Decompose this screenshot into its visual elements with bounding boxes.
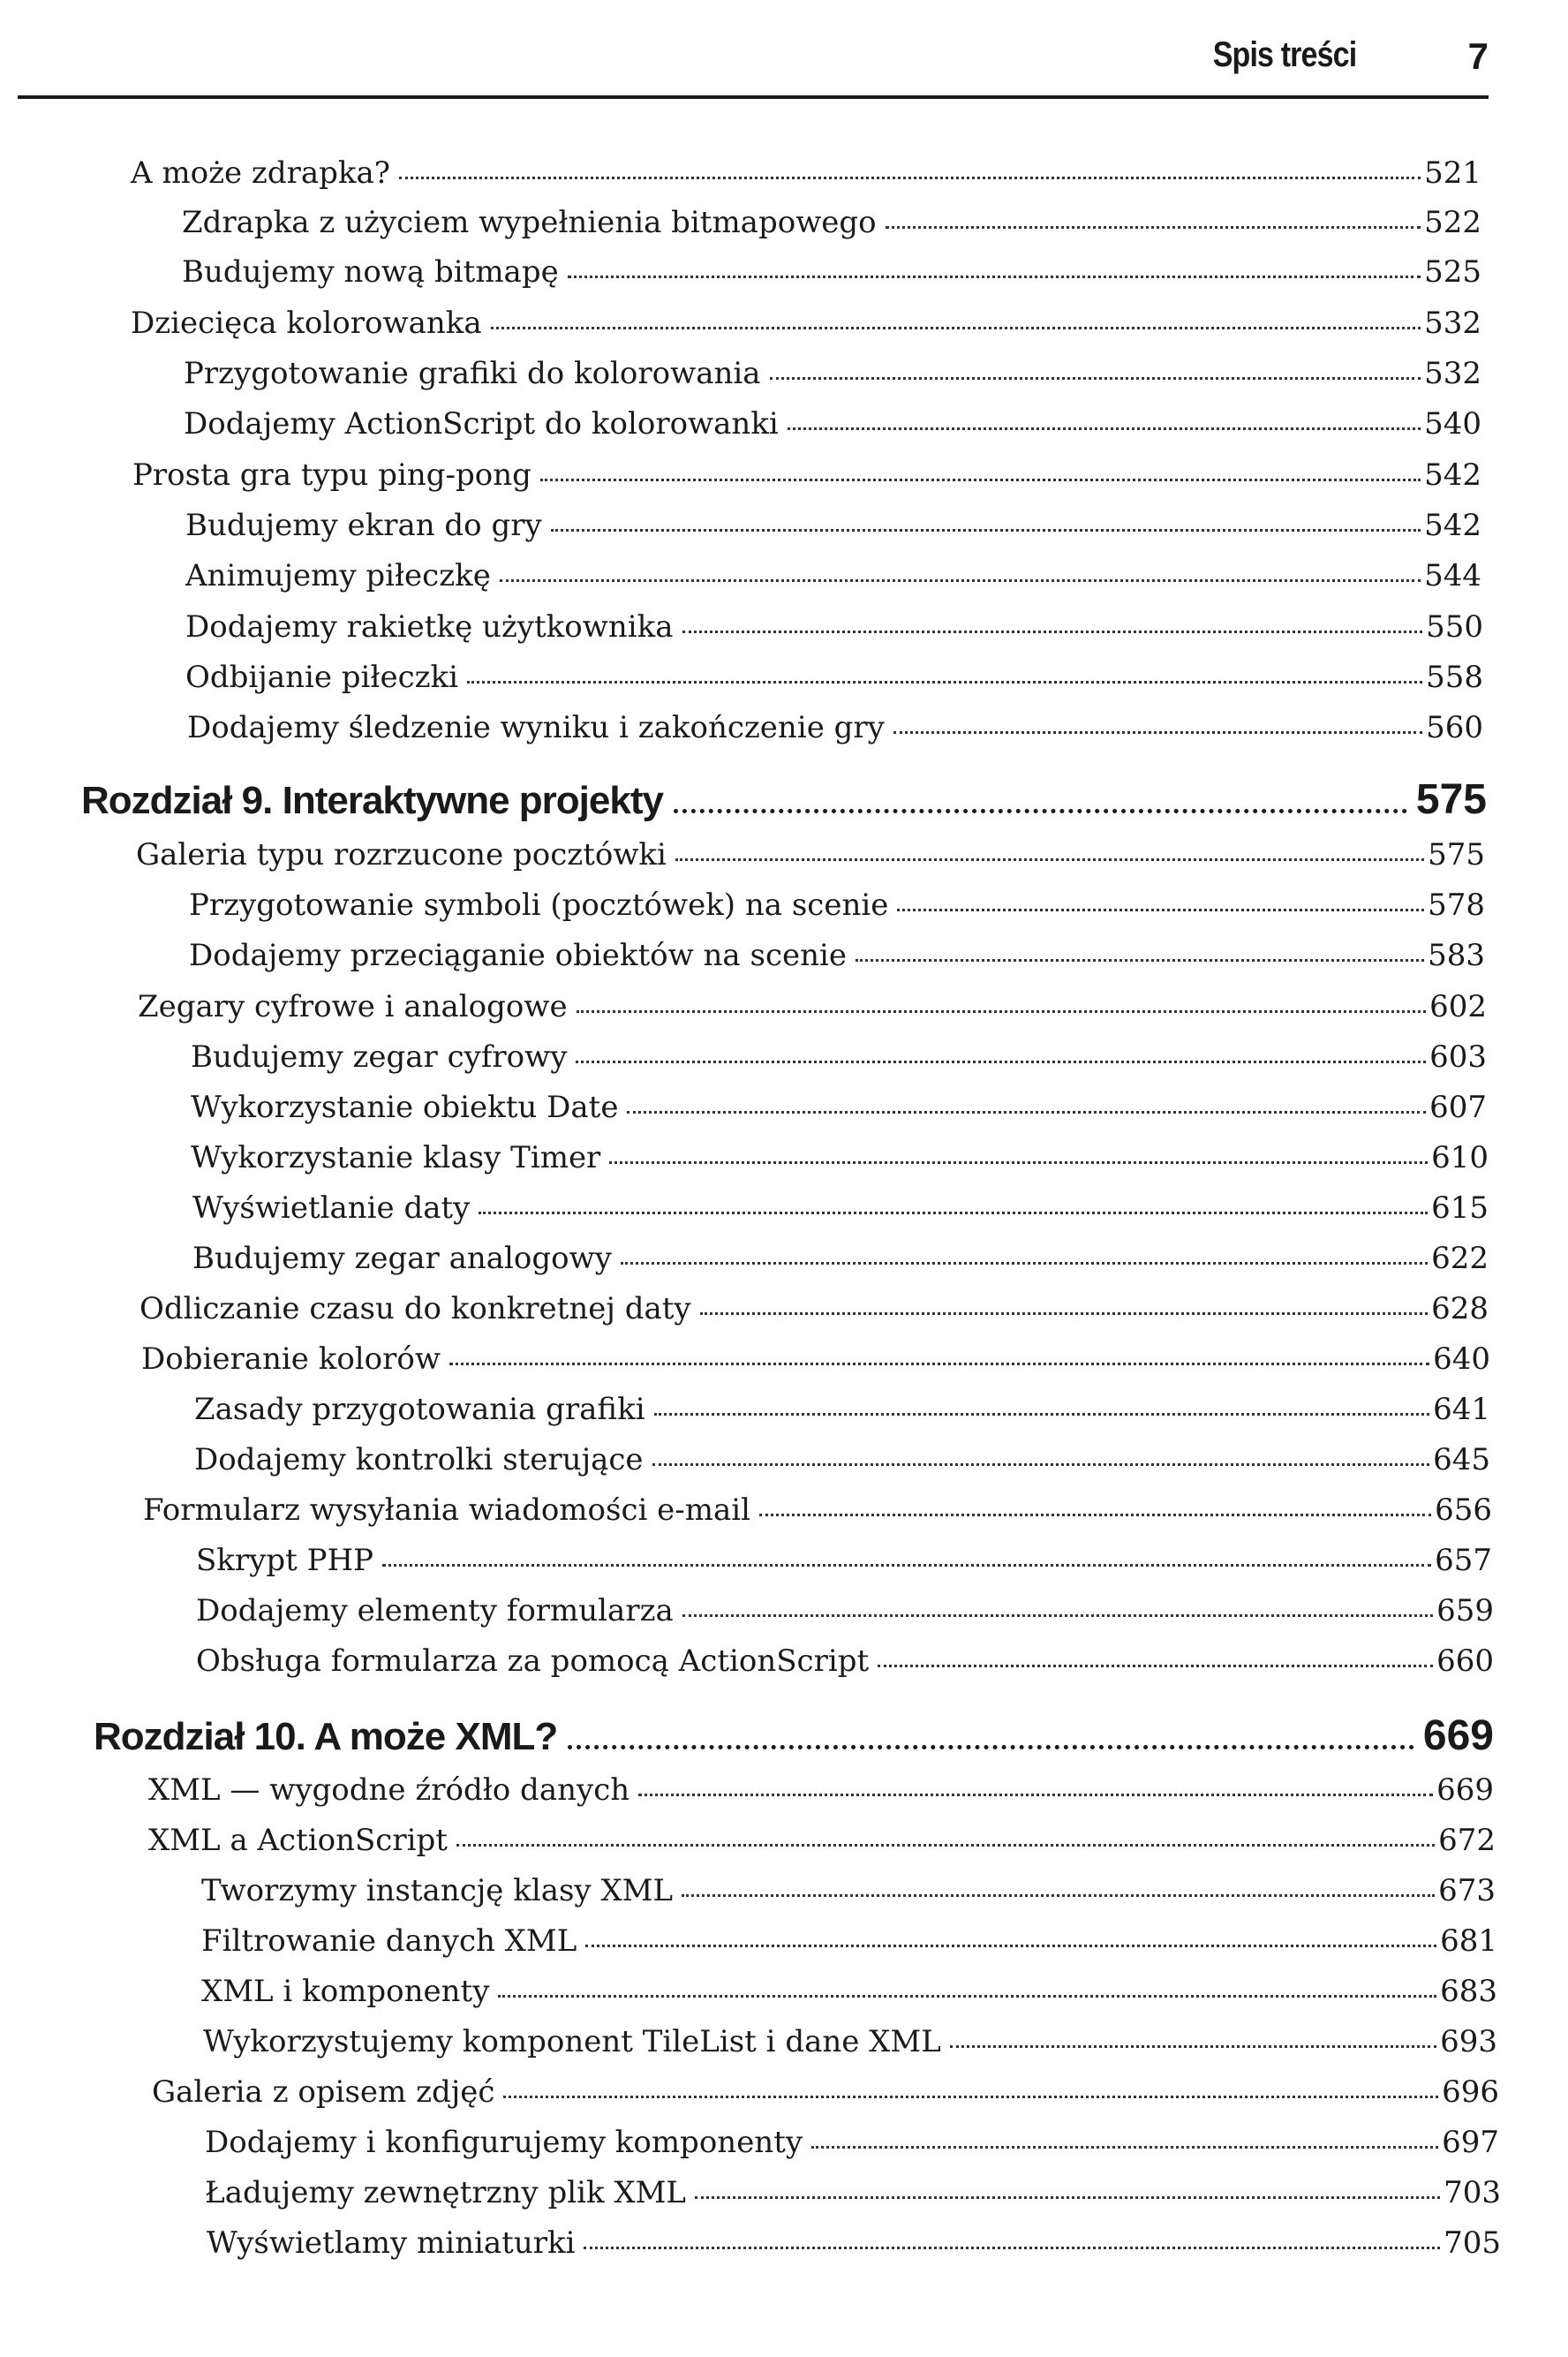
toc-subsection-entry[interactable]: Zasady przygotowania grafiki 641	[194, 1392, 1490, 1427]
toc-chapter-entry[interactable]: Rozdział 10. A może XML? 669	[94, 1712, 1494, 1759]
toc-section-entry[interactable]: Formularz wysyłania wiadomości e-mail 656	[143, 1492, 1492, 1528]
toc-subsection-entry[interactable]: Dodajemy elementy formularza 659	[196, 1593, 1494, 1628]
toc-subsection-entry[interactable]: Przygotowanie grafiki do kolorowania 532	[184, 356, 1481, 391]
toc-subsection-entry[interactable]: Dodajemy kontrolki sterujące 645	[194, 1442, 1490, 1477]
toc-subsection-entry[interactable]: Odbijanie piłeczki 558	[185, 660, 1483, 695]
toc-section-entry[interactable]: A może zdrapka? 521	[131, 155, 1481, 191]
toc-section-entry[interactable]: Odliczanie czasu do konkretnej daty 628	[139, 1291, 1489, 1326]
toc-subsection-entry[interactable]: Dodajemy ActionScript do kolorowanki 540	[184, 406, 1481, 442]
toc-section-entry[interactable]: Zegary cyfrowe i analogowe 602	[138, 989, 1487, 1024]
toc-subsection-entry[interactable]: Budujemy zegar cyfrowy 603	[191, 1039, 1487, 1075]
section-title: Spis treści	[1212, 35, 1356, 74]
toc-subsection-entry[interactable]: Animujemy piłeczkę 544	[185, 558, 1481, 593]
toc-subsection-entry[interactable]: Skrypt PHP 657	[196, 1543, 1492, 1578]
toc-subsection-entry[interactable]: Filtrowanie danych XML 681	[201, 1923, 1497, 1959]
toc-section-entry[interactable]: XML — wygodne źródło danych 669	[148, 1772, 1494, 1808]
toc-subsection-entry[interactable]: Wykorzystanie obiektu Date 607	[191, 1090, 1487, 1125]
toc-section-entry[interactable]: Galeria typu rozrzucone pocztówki 575	[136, 837, 1485, 873]
toc-subsection-entry[interactable]: Dodajemy przeciąganie obiektów na scenie 583	[189, 938, 1485, 973]
page-number: 7	[1467, 35, 1489, 77]
toc-subsection-entry[interactable]: Przygotowanie symboli (pocztówek) na scenie 578	[189, 888, 1485, 923]
toc-subsection-entry[interactable]: Ładujemy zewnętrzny plik XML 703	[205, 2175, 1501, 2210]
toc-chapter-entry[interactable]: Rozdział 9. Interaktywne projekty 575	[81, 776, 1487, 823]
toc-subsection-entry[interactable]: Tworzymy instancję klasy XML 673	[201, 1873, 1496, 1908]
toc-section-entry[interactable]: Prosta gra typu ping-pong 542	[132, 457, 1481, 493]
toc-subsection-entry[interactable]: Budujemy nową bitmapę 525	[182, 254, 1481, 290]
toc-section-entry[interactable]: Dobieranie kolorów 640	[141, 1341, 1490, 1377]
toc-subsection-entry[interactable]: Wykorzystujemy komponent TileList i dane XML 693	[203, 2024, 1497, 2059]
toc-subsection-entry[interactable]: Wyświetlamy miniaturki 705	[207, 2225, 1501, 2261]
toc-subsection-entry[interactable]: Wyświetlanie daty 615	[192, 1190, 1489, 1226]
toc-subsection-entry[interactable]: Dodajemy śledzenie wyniku i zakończenie gry 560	[187, 710, 1483, 745]
toc-subsection-entry[interactable]: Budujemy zegar analogowy 622	[192, 1241, 1489, 1276]
toc-subsection-entry[interactable]: Dodajemy rakietkę użytkownika 550	[185, 609, 1483, 645]
toc-subsection-entry[interactable]: Budujemy ekran do gry 542	[185, 508, 1481, 543]
toc-subsection-entry[interactable]: Wykorzystanie klasy Timer 610	[191, 1140, 1489, 1175]
toc-section-entry[interactable]: Galeria z opisem zdjęć 696	[152, 2074, 1499, 2110]
toc-subsection-entry[interactable]: Dodajemy i konfigurujemy komponenty 697	[205, 2125, 1499, 2160]
toc-subsection-entry[interactable]: Obsługa formularza za pomocą ActionScript 660	[196, 1643, 1494, 1679]
toc-subsection-entry[interactable]: XML i komponenty 683	[201, 1974, 1497, 2009]
toc-section-entry[interactable]: XML a ActionScript 672	[148, 1823, 1496, 1858]
toc-section-entry[interactable]: Dziecięca kolorowanka 532	[131, 306, 1481, 341]
toc-subsection-entry[interactable]: Zdrapka z użyciem wypełnienia bitmapowego 522	[182, 205, 1481, 240]
